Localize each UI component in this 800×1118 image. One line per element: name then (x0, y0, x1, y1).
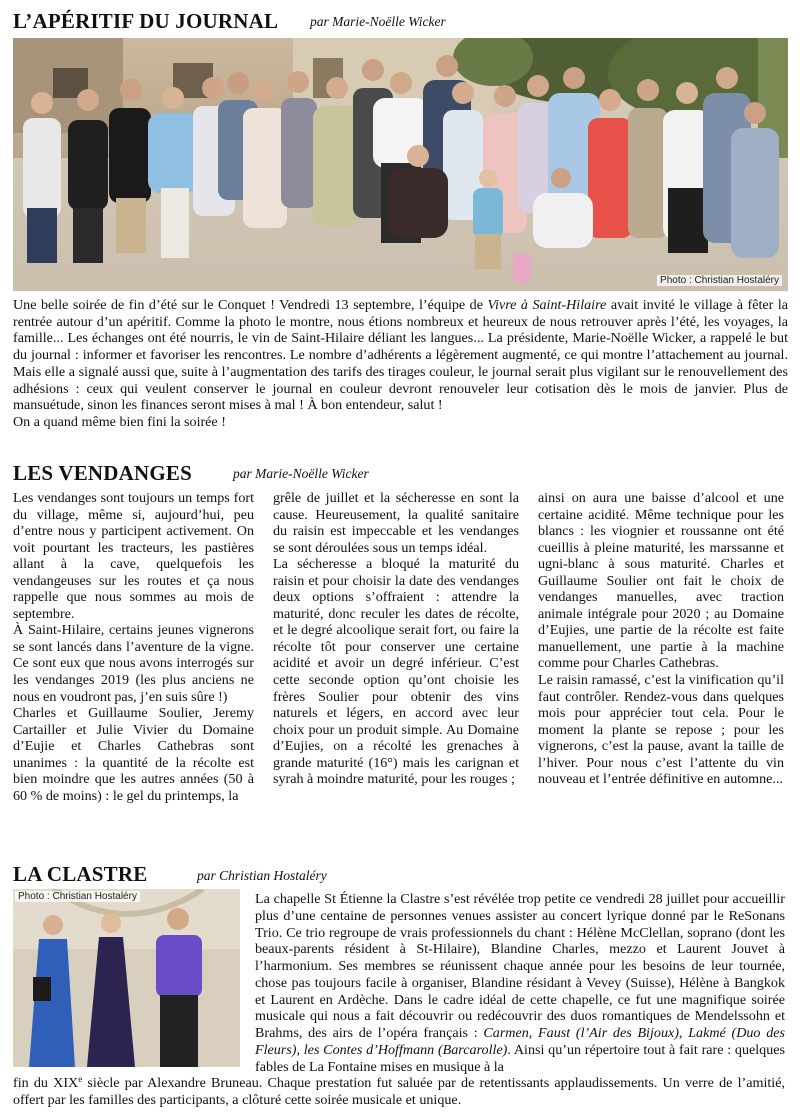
photo-credit: Photo : Christian Hostaléry (657, 275, 782, 286)
aperitif-text: Une belle soirée de fin d’été sur le Conquet ! Vendredi 13 septembre, l’équipe de Vivre à Saint-Hilaire avait invité le village à fêter la rentrée autour d’un apéritif. Comme la photo le montre, nous étions nombreux et heureux de nous retrouver après l’été, les voyages, la famille... Les échanges ont été nourris, le vin de Saint-Hilaire déliant les langues... La présidente, Marie-Noëlle Wicker, a rappelé le but du journal : informer et favoriser les rencontres. Le nombre d’adhérents a légèrement augmenté, ce qui montre l’attachement au journal. Mais elle a signalé aussi que, suite à l’augmentation des tarifs des tirages couleur, le journal serait plus vigilant sur le renouvellement des adhésions : ceux qui veulent conserver le journal en couleur devront renouveler leur cotisation dès le mois de janvier. Plus de mansuétude, sinon les finances seront mises à mal ! À bon entendeur, salut ! On a quand même bien fini la soirée ! (13, 297, 789, 430)
vendanges-column-3: ainsi on aura une baisse d’alcool et une certaine acidité. Même technique pour les blancs : les viognier et roussanne ont été cueillis à pleine maturité, les marssanne et ugni-blanc à sous maturité. Charles et Guillaume Soulier ont fait le choix de vendanges manuelles, avec traction animale intégrale pour 2020 ; au Domaine d’Eujies, une partie de la récolte est faite manuellement, une partie à la machine comme pour Charles Cathebras. Le raisin ramassé, c’est la vinification qu’il faut contrôler. Rendez-vous dans quelques mois pour apprécier tout cela. Pour le moment la plante se repose ; pour les vignerons, c’est la pause, avant la taille de l’hiver. Pour nous c’est l’attente du vin nouveau et l’entrée définitive en automne... (538, 490, 784, 788)
clastre-text-upper: La chapelle St Étienne la Clastre s’est révélée trop petite ce vendredi 28 juillet pour accueillir plus d’une centaine de personnes venues assister au concert lyrique donné par le ReSonans Trio. Ce trio regroupe de vrais professionnels du chant : Hélène McClellan, soprano (dont les beaux-parents résident à St-Hilaire), Blandine Charles, mezzo et Laurent Jouvet à l’harmonium. Ses membres se réunissent chaque année pour les besoins de leur tournée, chose pas toujours facile à organiser, Blandine résidant à Vevey (Suisse), Hélène à Bangkok et Laurent en Ardèche. Dans le cadre idéal de cette chapelle, ce fut une magnifique soirée musicale qui nous a fait découvrir ou redécouvrir des duos romantiques de Mendelssohn et Brahms, des airs de l’opéra français : Carmen, Faust (l’Air des Bijoux), Lakmé (Duo des Fleurs), les Contes d’Hoffmann (Barcarolle). Ainsi qu’un répertoire tout à fait rare : quelques fables de La Fontaine mises en musique à la (255, 891, 785, 1075)
trio-photo (13, 889, 240, 1067)
vendanges-byline: par Marie-Noëlle Wicker (233, 466, 369, 481)
vendanges-column-2: grêle de juillet et la sécheresse en sont la cause. Heureusement, la qualité sanitaire du raisin est impeccable et les vendanges se sont déroulées sous un temps idéal. La sécheresse a bloqué la maturité du raisin et pour choisir la date des vendanges deux options s’offraient : attendre la maturité, donc reculer les dates de récolte, et le degré alcoolique serait fort, ou faire la récolte tôt pour conserver une certaine acidité et avoir un degré inférieur. C’est cette seconde option qu’ont choisie les frères Soulier pour obtenir des vins naturels et légers, en accord avec leur choix pour un produit simple. Au Domaine d’Eujies, on a récolté les grenaches à grande maturité (16°) mais les carignan et syrah à moindre maturité, pour les rouges ; (273, 490, 519, 788)
journal-name: Vivre à Saint-Hilaire (487, 297, 607, 313)
clastre-title: LA CLASTRE (13, 862, 148, 886)
clastre-photo-credit: Photo : Christian Hostaléry (15, 891, 140, 902)
vendanges-title: LES VENDANGES (13, 461, 193, 485)
aperitif-byline: par Marie-Noëlle Wicker (310, 14, 446, 29)
aperitif-title: L’APÉRITIF DU JOURNAL (13, 9, 279, 33)
clastre-byline: par Christian Hostaléry (197, 868, 327, 883)
opera-list: Carmen, Faust (l’Air des Bijoux), Lakmé (Duo des Fleurs), les Contes d’Hoffmann (Barcarolle) (255, 1025, 785, 1058)
clastre-text-lower: fin du XIXe siècle par Alexandre Bruneau. Chaque prestation fut saluée par de retentissants applaudissements. Un verre de l’amitié, offert par les familles des participants, a clôturé cette soirée musicale et unique. (13, 1074, 785, 1108)
aperitif-last-line: On a quand même bien fini la soirée ! (13, 413, 226, 430)
vendanges-column-1: Les vendanges sont toujours un temps fort du village, même si, aujourd’hui, peu d’entre nous y participent activement. On voit pourtant les tracteurs, les pastières allant à la cave, quelquefois les vendangeuses sur les routes et ça nous rappelle que nous sommes au mois de septembre. À Saint-Hilaire, certains jeunes vignerons se sont lancés dans l’aventure de la vigne. Ce sont eux que nous avons interrogés sur les vendanges 2019 (les plus anciens ne nous en voudront pas, j’en suis sûre !) Charles et Guillaume Soulier, Jeremy Cartailler et Julie Vivier du Domaine d’Eujie et Charles Cathebras sont unanimes : la quantité de la récolte est bien moindre que les autres années (50 à 60 % de moins) : le gel du printemps, la (13, 490, 254, 804)
group-photo (13, 38, 788, 291)
